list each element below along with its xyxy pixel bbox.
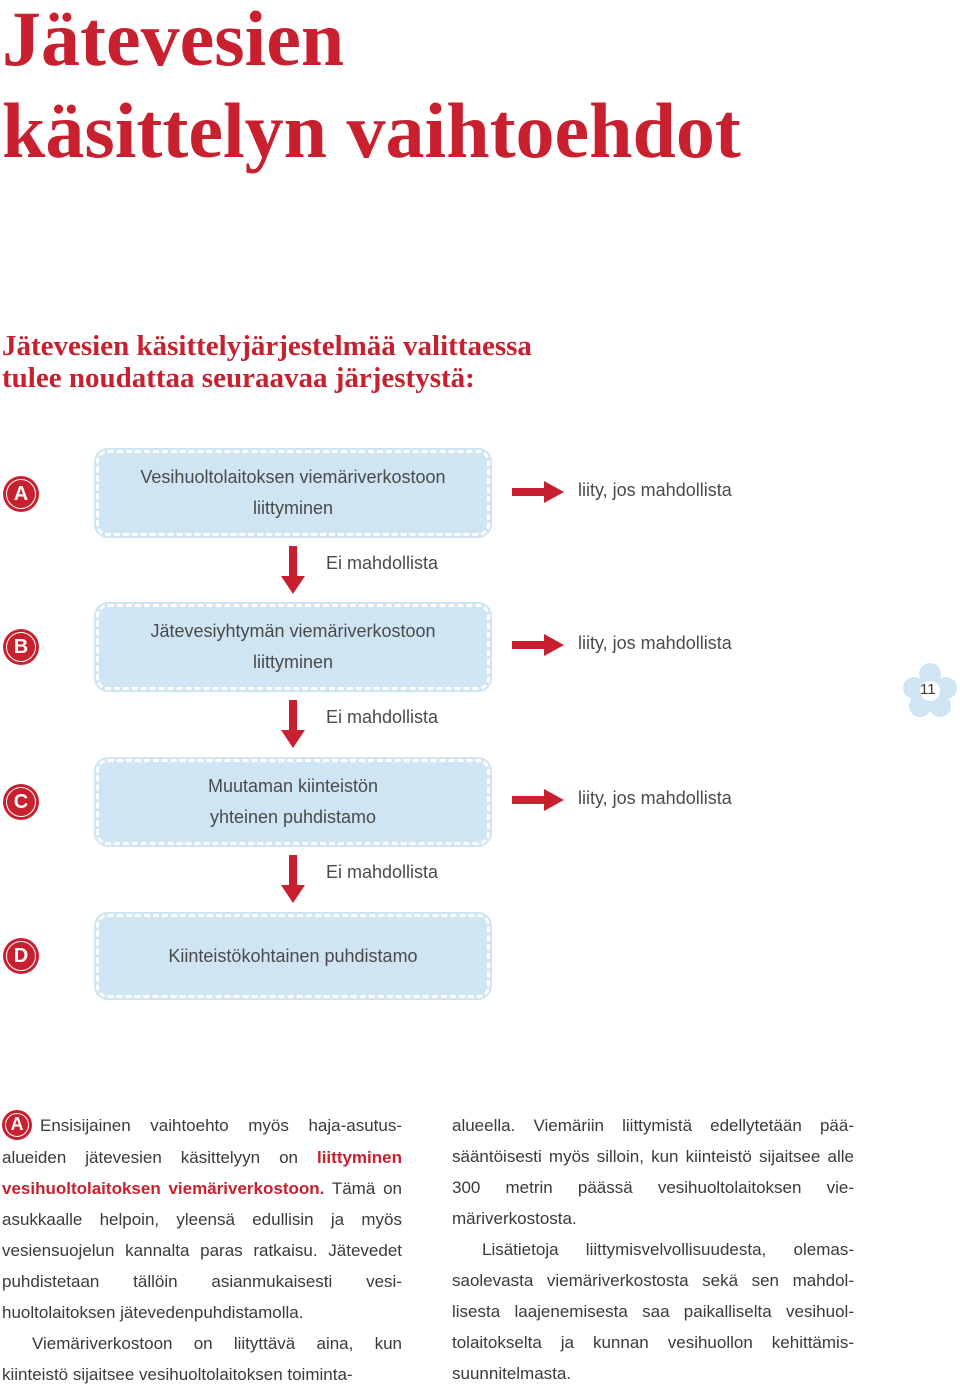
down-arrow-icon bbox=[281, 700, 305, 748]
body-p1-start: Ensisijainen vaihtoehto myös haja-asutusalueiden jätevesien käsittelyyn on bbox=[2, 1116, 402, 1167]
body-column-left bbox=[2, 1110, 402, 1390]
step-c-box bbox=[96, 759, 490, 845]
step-a-line-1: Vesihuoltolaitoksen viemäriverkostoon bbox=[140, 467, 446, 487]
right-arrow-icon bbox=[512, 481, 564, 503]
down-arrow-icon bbox=[281, 546, 305, 594]
step-b-line-2: liittyminen bbox=[252, 652, 334, 672]
step-c-badge: C bbox=[3, 784, 39, 820]
subtitle-line-1: Jätevesien käsittelyjärjestelmää valittaessa bbox=[2, 330, 532, 362]
body-p1-end: Tämä on asukkaalle helpoin, yleensä edullisin ja myös vesiensuojelun kannalta paras ratkaisu. Jätevedet puhdistetaan tällöin asianmukaisesti vesihuoltolaitoksen jätevedenpuhdistamolla. bbox=[2, 1178, 402, 1322]
step-b-box bbox=[96, 604, 490, 690]
step-d-badge: D bbox=[3, 938, 39, 974]
step-c-line-1: Muutaman kiinteistön bbox=[207, 776, 379, 796]
body-p1-highlight: liittyminen vesihuoltolaitoksen viemäriverkostoon. bbox=[2, 1147, 402, 1198]
step-a-right-label: liity, jos mahdollista bbox=[578, 480, 732, 500]
step-a-badge: A bbox=[3, 476, 39, 512]
right-arrow-icon bbox=[512, 789, 564, 811]
step-d-box bbox=[96, 914, 490, 998]
step-d-line-1: Kiinteistökohtainen puhdistamo bbox=[168, 945, 418, 966]
body-paragraph-1 bbox=[2, 1110, 402, 1328]
step-a-down-label: Ei mahdollista bbox=[326, 553, 439, 573]
step-a-box bbox=[96, 450, 490, 536]
page-title-line-1: Jätevesien bbox=[2, 0, 345, 82]
body-badge: A bbox=[2, 1110, 32, 1140]
step-a-line-2: liittyminen bbox=[252, 498, 334, 518]
step-b-right-label: liity, jos mahdollista bbox=[578, 633, 732, 653]
right-arrow-icon bbox=[512, 634, 564, 656]
step-b-line-1: Jätevesiyhtymän viemäriverkostoon bbox=[150, 621, 436, 641]
page-number: 11 bbox=[920, 681, 936, 698]
step-c-right-label: liity, jos mahdollista bbox=[578, 788, 732, 808]
body-paragraph-3: alueella. Viemäriin liittymistä edellytetään pääsääntöisesti myös silloin, kun kiinteistö sijaitsee alle 300 metrin päässä vesihuoltolaitoksen viemäriverkostosta. bbox=[452, 1116, 854, 1228]
step-b-badge: B bbox=[3, 629, 39, 665]
body-column-right bbox=[452, 1110, 854, 1389]
body-paragraph-4: Lisätietoja liittymisvelvollisuudesta, olemassaolevasta viemäriverkostosta sekä sen mahdollisesta laajenemisesta saa paikalliselta vesihuoltolaitokselta ja kunnan vesihuollon kehittämissuunnitelmasta. bbox=[452, 1240, 854, 1383]
step-c-line-2: yhteinen puhdistamo bbox=[209, 807, 377, 827]
down-arrow-icon bbox=[281, 855, 305, 903]
body-paragraph-2: Viemäriverkostoon on liityttävä aina, kun kiinteistö sijaitsee vesihuoltolaitoksen toiminta- bbox=[2, 1333, 402, 1384]
step-b-down-label: Ei mahdollista bbox=[326, 707, 439, 727]
step-c-down-label: Ei mahdollista bbox=[326, 862, 439, 882]
subtitle bbox=[2, 330, 532, 394]
subtitle-line-2: tulee noudattaa seuraavaa järjestystä: bbox=[2, 362, 475, 394]
page-title-line-2: käsittelyn vaihtoehdot bbox=[2, 87, 741, 174]
